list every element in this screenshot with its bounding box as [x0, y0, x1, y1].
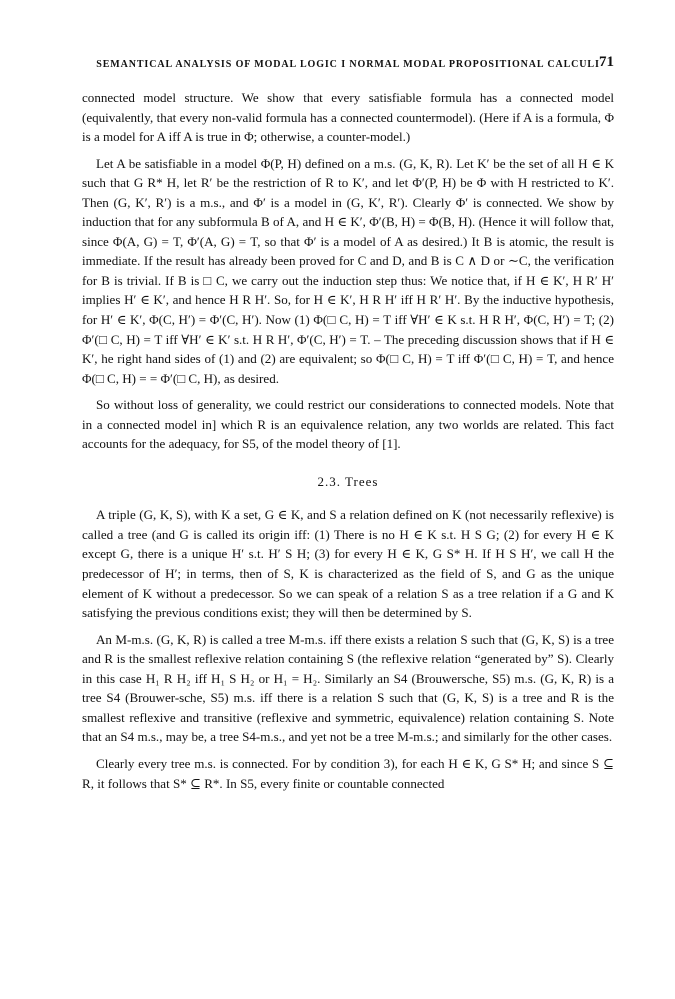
- paragraph: Clearly every tree m.s. is connected. For by condition 3), for each H ∈ K, G S* H; and since S ⊆ R, it follows that S* ⊆ R*. In S5, every finite or countable connected: [82, 755, 614, 791]
- paragraph: Let A be satisfiable in a model Φ(P, H) defined on a m.s. (G, K, R). Let K′ be the set of all H ∈ K such that G R* H, let R′ be the restriction of R to K′, and let Φ′(P, H) be Φ with H restricted to K′. Then (G, K′, R′) is a m.s., and Φ′ is a model in (G, K′, R′). Clearly Φ′ is connected. We show by induction that for any subformula B of A, and H ∈ K′, Φ′(B, H) = Φ(B, H). (Hence it will follow that, since Φ(A, G) = T, Φ′(A, G) = T, so that Φ′ is a model of A as desired.) It B is atomic, the result is immediate. If the result has already been proved for C and D, and B is C ∧ D or ∼C, the verification for B is trivial. If B is □ C, we carry out the induction step thus: We notice that, if H ∈ K′, H R′ H′ implies H′ ∈ K′, and hence H R H′. So, for H ∈ K′, H R H′ iff H R′ H′. By the inductive hypothesis, for H′ ∈ K′, Φ(C, H′) = Φ′(C, H′). Now (1) Φ(□ C, H) = T iff ∀H′ ∈ K s.t. H R H′, Φ(C, H′) = T; (2) Φ′(□ C, H) = T iff ∀H′ ∈ K′ s.t. H R H′, Φ′(C, H′) = T. – The preceding discussion shows that if H ∈ K′, he right hand sides of (1) and (2) are equivalent; so Φ(□ C, H) = T iff Φ′(□ C, H) = T, and hence Φ(□ C, H) = = Φ′(□ C, H), as desired.: [82, 155, 614, 386]
- paragraph: An M-m.s. (G, K, R) is called a tree M-m.s. iff there exists a relation S such that (G, K, S) is a tree and R is the smallest reflexive relation containing S (the reflexive relation “generated by” S). Clearly in this case H₁ R H₂ iff H₁ S H₂ or H₁ = H₂. Similarly an S4 (Brouwersche, S5) m.s. (G, K, R) is a tree S4 (Brouwer-sche, S5) m.s. iff there is a relation S such that (G, K, S) is a tree and R is the smallest reflexive and transitive (reflexive and symmetric, equivalence) relation containing S. Note that an S4 m.s., may be, a tree S4-m.s., and yet not be a tree M-m.s.; and similarly for the other cases.: [82, 631, 614, 745]
- running-header: [82, 54, 614, 78]
- paragraph: So without loss of generality, we could restrict our considerations to connected models. Note that in a connected model in] which R is an equivalence relation, any two worlds are related. This fact accounts for the adequacy, for S5, of the model theory of [1].: [82, 397, 614, 452]
- paragraph: connected model structure. We show that every satisfiable formula has a connected model (equivalently, that every non-valid formula has a connected countermodel). (Here if A is a formula, Φ is a model for A iff A is true in Φ; otherwise, a counter-model.): [82, 90, 614, 145]
- body-text: [82, 88, 614, 793]
- running-title: SEMANTICAL ANALYSIS OF MODAL LOGIC I NORMAL MODAL PROPOSITIONAL CALCULI: [96, 59, 600, 70]
- page-number: 71: [599, 54, 614, 70]
- paragraph: A triple (G, K, S), with K a set, G ∈ K, and S a relation defined on K (not necessarily reflexive) is called a tree (and G is called its origin iff: (1) There is no H ∈ K s.t. H S G; (2) for every H ∈ K except G, there is a unique H′ s.t. H′ S H; (3) for every H ∈ K, G S* H. If H S H′, we call H the predecessor of H′; in terms, then of S, K is characterized as the field of S, and G as the unique element of K without a predecessor. So we can speak of a relation S as a tree relation if a G and K satisfying the previous conditions exist; they will then be determined by S.: [82, 507, 614, 621]
- section-heading: 2.3. Trees: [317, 473, 379, 489]
- page: [82, 54, 614, 800]
